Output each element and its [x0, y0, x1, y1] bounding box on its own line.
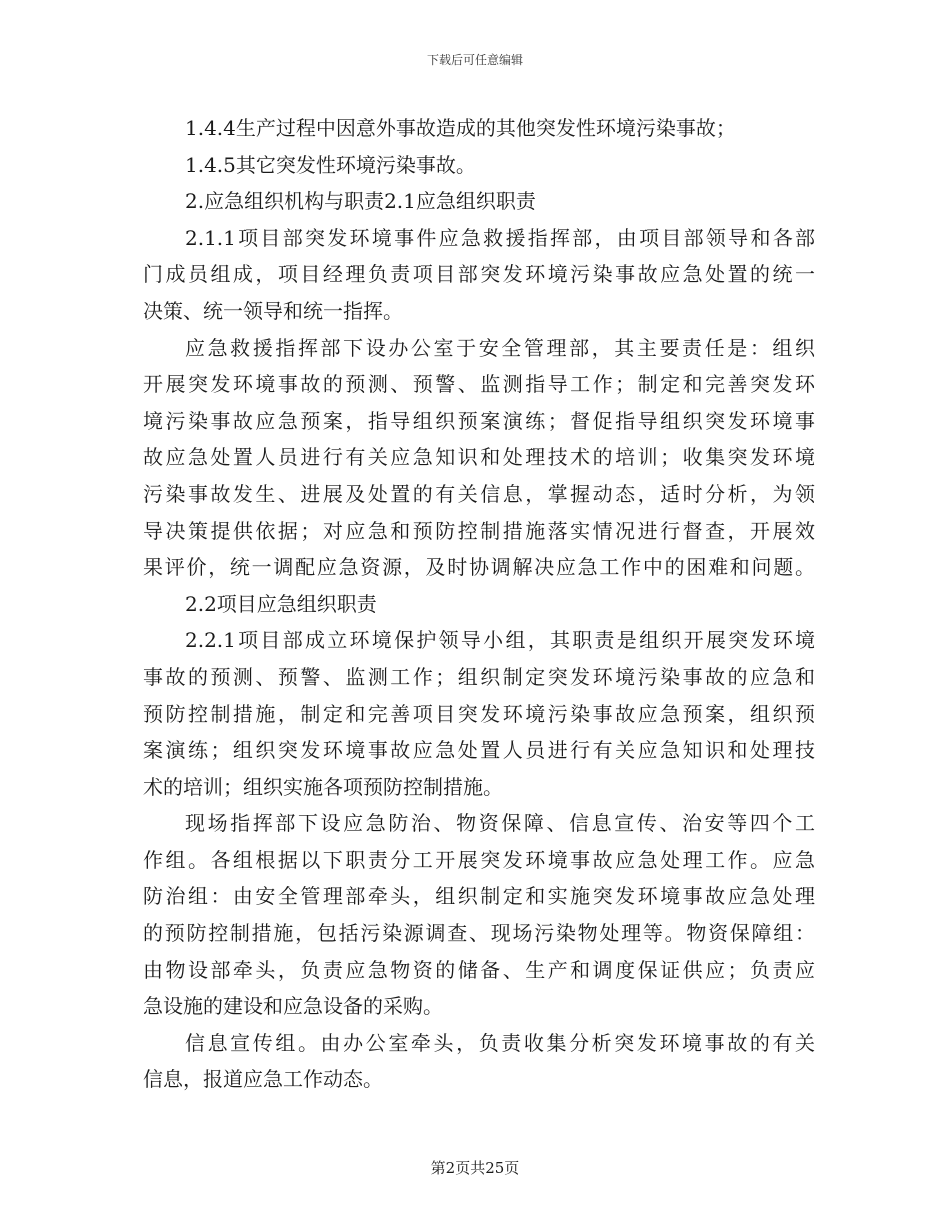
text-line: 门成员组成，项目经理负责项目部突发环境污染事故应急处置的统一	[143, 262, 815, 287]
text-line: 2.1.1项目部突发环境事件应急救援指挥部，由项目部领导和各部	[185, 225, 815, 250]
section-heading: 2.应急组织机构与职责2.1应急组织职责	[185, 189, 536, 214]
text-line: 果评价，统一调配应急资源，及时协调解决应急工作中的困难和问题。	[143, 555, 815, 580]
text-line: 决策、统一领导和统一指挥。	[143, 298, 403, 323]
text-line: 术的培训；组织实施各项预防控制措施。	[143, 774, 503, 799]
text-line: 信息宣传组。由办公室牵头，负责收集分析突发环境事故的有关	[185, 1030, 815, 1055]
text-line: 现场指挥部下设应急防治、物资保障、信息宣传、治安等四个工	[185, 811, 815, 836]
text-line: 作组。各组根据以下职责分工开展突发环境事故应急处理工作。应急	[143, 847, 815, 872]
text-line: 污染事故发生、进展及处置的有关信息，掌握动态，适时分析，为领	[143, 481, 815, 506]
text-line: 导决策提供依据；对应急和预防控制措施落实情况进行督查，开展效	[143, 518, 815, 543]
text-line: 防治组：由安全管理部牵头，组织制定和实施突发环境事故应急处理	[143, 884, 815, 909]
text-line: 开展突发环境事故的预测、预警、监测指导工作；制定和完善突发环	[143, 372, 815, 397]
text-line: 由物设部牵头，负责应急物资的储备、生产和调度保证供应；负责应	[143, 957, 815, 982]
text-line: 信息，报道应急工作动态。	[143, 1067, 383, 1092]
document-body	[143, 110, 815, 1098]
text-line: 2.2.1项目部成立环境保护领导小组，其职责是组织开展突发环境	[185, 628, 815, 653]
text-line: 1.4.4生产过程中因意外事故造成的其他突发性环境污染事故；	[185, 116, 736, 140]
text-line: 境污染事故应急预案，指导组织预案演练；督促指导组织突发环境事	[143, 408, 815, 433]
text-line: 应急救援指挥部下设办公室于安全管理部，其主要责任是：组织	[185, 335, 815, 360]
text-line: 1.4.5其它突发性环境污染事故。	[185, 152, 476, 177]
text-line: 事故的预测、预警、监测工作；组织制定突发环境污染事故的应急和	[143, 664, 815, 689]
text-line: 案演练；组织突发环境事故应急处置人员进行有关应急知识和处理技	[143, 738, 815, 763]
page-header: 下载后可任意编辑	[426, 53, 523, 67]
text-line: 预防控制措施，制定和完善项目突发环境污染事故应急预案，组织预	[143, 701, 815, 726]
text-line: 故应急处置人员进行有关应急知识和处理技术的培训；收集突发环境	[143, 445, 815, 470]
text-line: 的预防控制措施，包括污染源调查、现场污染物处理等。物资保障组：	[143, 921, 815, 946]
text-line: 急设施的建设和应急设备的采购。	[143, 994, 443, 1019]
page-number: 第2页共25页	[430, 1159, 520, 1177]
section-heading: 2.2项目应急组织职责	[185, 591, 377, 616]
